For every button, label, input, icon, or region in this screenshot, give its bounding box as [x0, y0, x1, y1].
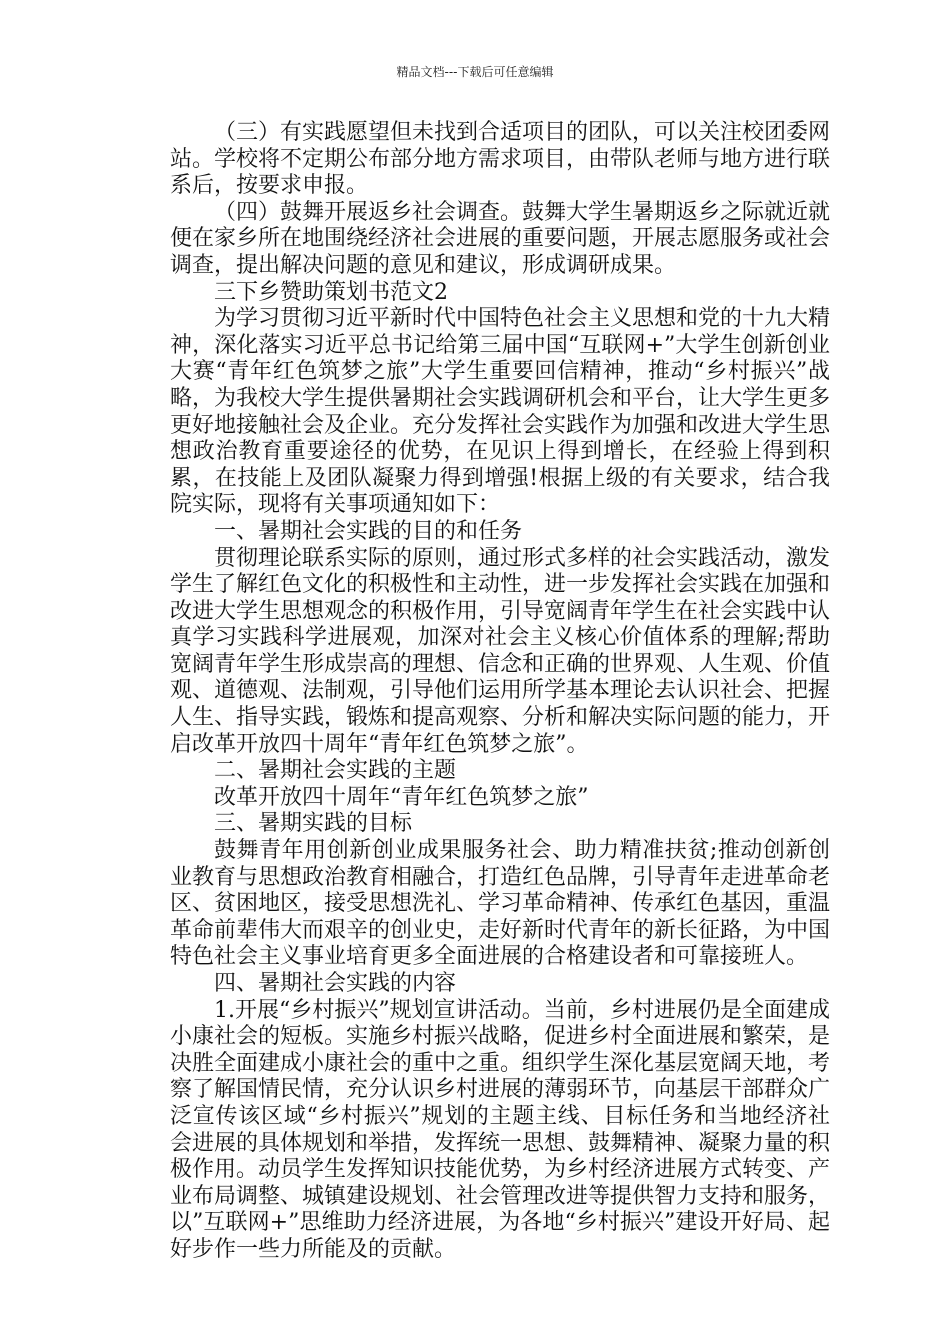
paragraph: 改革开放四十周年“青年红色筑梦之旅” — [214, 784, 589, 810]
paragraph: （三）有实践愿望但未找到合适项目的团队，可以关注校团委网站。学校将不定期公布部分地方需求项目，由带队老师与地方进行联系后，按要求申报。 — [170, 120, 831, 199]
paragraph: 1.开展“乡村振兴”规划宣讲活动。当前，乡村进展仍是全面建成小康社会的短板。实施乡村振兴战略，促进乡村全面进展和繁荣，是决胜全面建成小康社会的重中之重。组织学生深化基层宽阔天地，考察了解国情民情，充分认识乡村进展的薄弱环节，向基层干部群众广泛宣传该区域“乡村振兴”规划的主题主线、目标任务和当地经济社会进展的具体规划和举措，发挥统一思想、鼓舞精神、凝聚力量的积极作用。动员学生发挥知识技能优势，为乡村经济进展方式转变、产业布局调整、城镇建设规划、社会管理改进等提供智力支持和服务，以”互联网+”思维助力经济进展，为各地“乡村振兴”建设开好局、起好步作一些力所能及的贡献。 — [170, 997, 831, 1262]
page-header: 精品文档---下载后可任意编辑 — [396, 65, 554, 79]
section-title: 三下乡赞助策划书范文2 — [214, 279, 448, 305]
section-heading: 四、暑期社会实践的内容 — [214, 971, 457, 996]
section-heading: 三、暑期实践的目标 — [214, 811, 413, 837]
paragraph: （四）鼓舞开展返乡社会调查。鼓舞大学生暑期返乡之际就近就便在家乡所在地围绕经济社会进展的重要问题，开展志愿服务或社会调查，提出解决问题的意见和建议，形成调研成果。 — [170, 199, 831, 278]
section-heading: 二、暑期社会实践的主题 — [214, 758, 457, 784]
document-body — [170, 120, 830, 1264]
paragraph: 鼓舞青年用创新创业成果服务社会、助力精准扶贫;推动创新创业教育与思想政治教育相融合，打造红色品牌，引导青年走进革命老区、贫困地区，接受思想洗礼、学习革命精神、传承红色基因，重温革命前辈伟大而艰辛的创业史，走好新时代青年的新长征路，为中国特色社会主义事业培育更多全面进展的合格建设者和可靠接班人。 — [170, 838, 831, 970]
section-heading: 一、暑期社会实践的目的和任务 — [214, 518, 523, 544]
paragraph: 为学习贯彻习近平新时代中国特色社会主义思想和党的十九大精神，深化落实习近平总书记给第三届中国“互联网+”大学生创新创业大赛“青年红色筑梦之旅”大学生重要回信精神，推动“乡村振兴”战略，为我校大学生提供暑期社会实践调研机会和平台，让大学生更多更好地接触社会及企业。充分发挥社会实践作为加强和改进大学生思想政治教育重要途径的优势，在见识上得到增长，在经验上得到积累，在技能上及团队凝聚力得到增强!根据上级的有关要求，结合我院实际，现将有关事项通知如下： — [170, 306, 831, 518]
paragraph: 贯彻理论联系实际的原则，通过形式多样的社会实践活动，激发学生了解红色文化的积极性和主动性，进一步发挥社会实践在加强和改进大学生思想观念的积极作用，引导宽阔青年学生在社会实践中认真学习实践科学进展观，加深对社会主义核心价值体系的理解;帮助宽阔青年学生形成崇高的理想、信念和正确的世界观、人生观、价值观、道德观、法制观，引导他们运用所学基本理论去认识社会、把握人生、指导实践，锻炼和提高观察、分析和解决实际问题的能力，开启改革开放四十周年“青年红色筑梦之旅”。 — [170, 545, 831, 757]
